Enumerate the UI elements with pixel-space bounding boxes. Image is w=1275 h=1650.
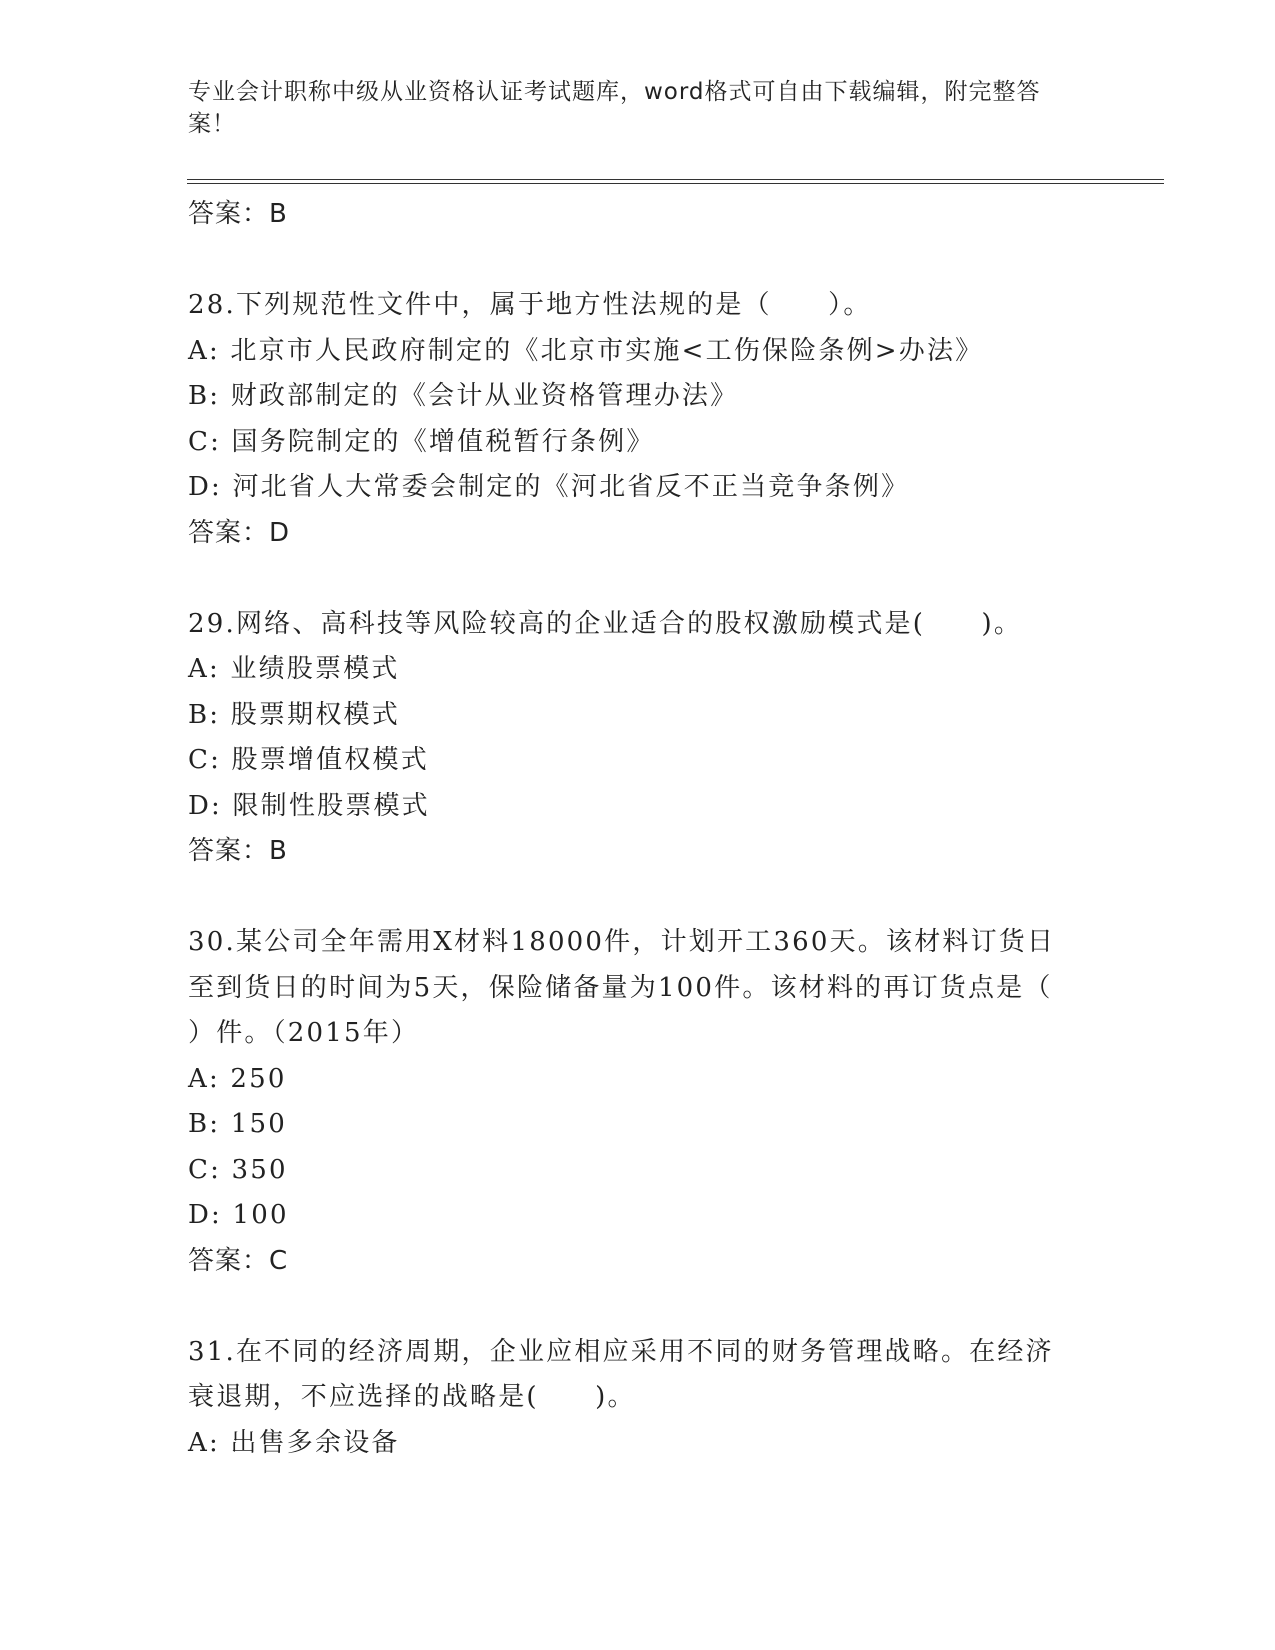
question-31 <box>188 1330 1088 1467</box>
header-divider-bottom <box>187 183 1164 184</box>
previous-answer: 答案：B <box>188 199 288 229</box>
spacer <box>188 875 1088 921</box>
option-b: B: 150 <box>188 1109 287 1139</box>
option-d: D: 河北省人大常委会制定的《河北省反不正当竞争条例》 <box>188 472 910 502</box>
option-c: C: 350 <box>188 1154 288 1185</box>
header-divider-top <box>187 179 1164 180</box>
spacer <box>188 1284 1088 1330</box>
option-b: B: 股票期权模式 <box>188 699 400 730</box>
question-29 <box>188 602 1088 875</box>
question-28 <box>188 283 1088 556</box>
spacer <box>188 556 1088 602</box>
option-c: C: 股票增值权模式 <box>188 745 429 775</box>
question-stem: 29.网络、高科技等风险较高的企业适合的股权激励模式是( )。 <box>188 608 1023 639</box>
question-stem: 30.某公司全年需用X材料18000件，计划开工360天。该材料订货日至到货日的时间为5天，保险储备量为100件。该材料的再订货点是（ ）件。（2015年） <box>188 927 1056 1048</box>
option-d: D: 100 <box>188 1200 289 1230</box>
question-list <box>188 192 1088 1466</box>
answer: 答案：D <box>188 517 291 548</box>
option-a: A: 业绩股票模式 <box>188 654 400 684</box>
option-c: C: 国务院制定的《增值税暂行条例》 <box>188 426 655 457</box>
option-b: B: 财政部制定的《会计从业资格管理办法》 <box>188 381 739 411</box>
option-a: A: 出售多余设备 <box>188 1427 400 1458</box>
answer: 答案：B <box>188 836 288 866</box>
question-stem: 28.下列规范性文件中，属于地方性法规的是（ ）。 <box>188 290 872 320</box>
spacer <box>188 238 1088 284</box>
option-d: D: 限制性股票模式 <box>188 790 430 821</box>
question-stem: 31.在不同的经济周期，企业应相应采用不同的财务管理战略。在经济衰退期，不应选择的战略是( )。 <box>188 1336 1054 1412</box>
option-a: A: 北京市人民政府制定的《北京市实施<工伤保险条例>办法》 <box>188 335 984 366</box>
question-30 <box>188 920 1088 1284</box>
page-header: 专业会计职称中级从业资格认证考试题库，word格式可自由下载编辑，附完整答案！ <box>188 79 1041 137</box>
option-a: A: 250 <box>188 1063 287 1094</box>
answer: 答案：C <box>188 1245 289 1276</box>
